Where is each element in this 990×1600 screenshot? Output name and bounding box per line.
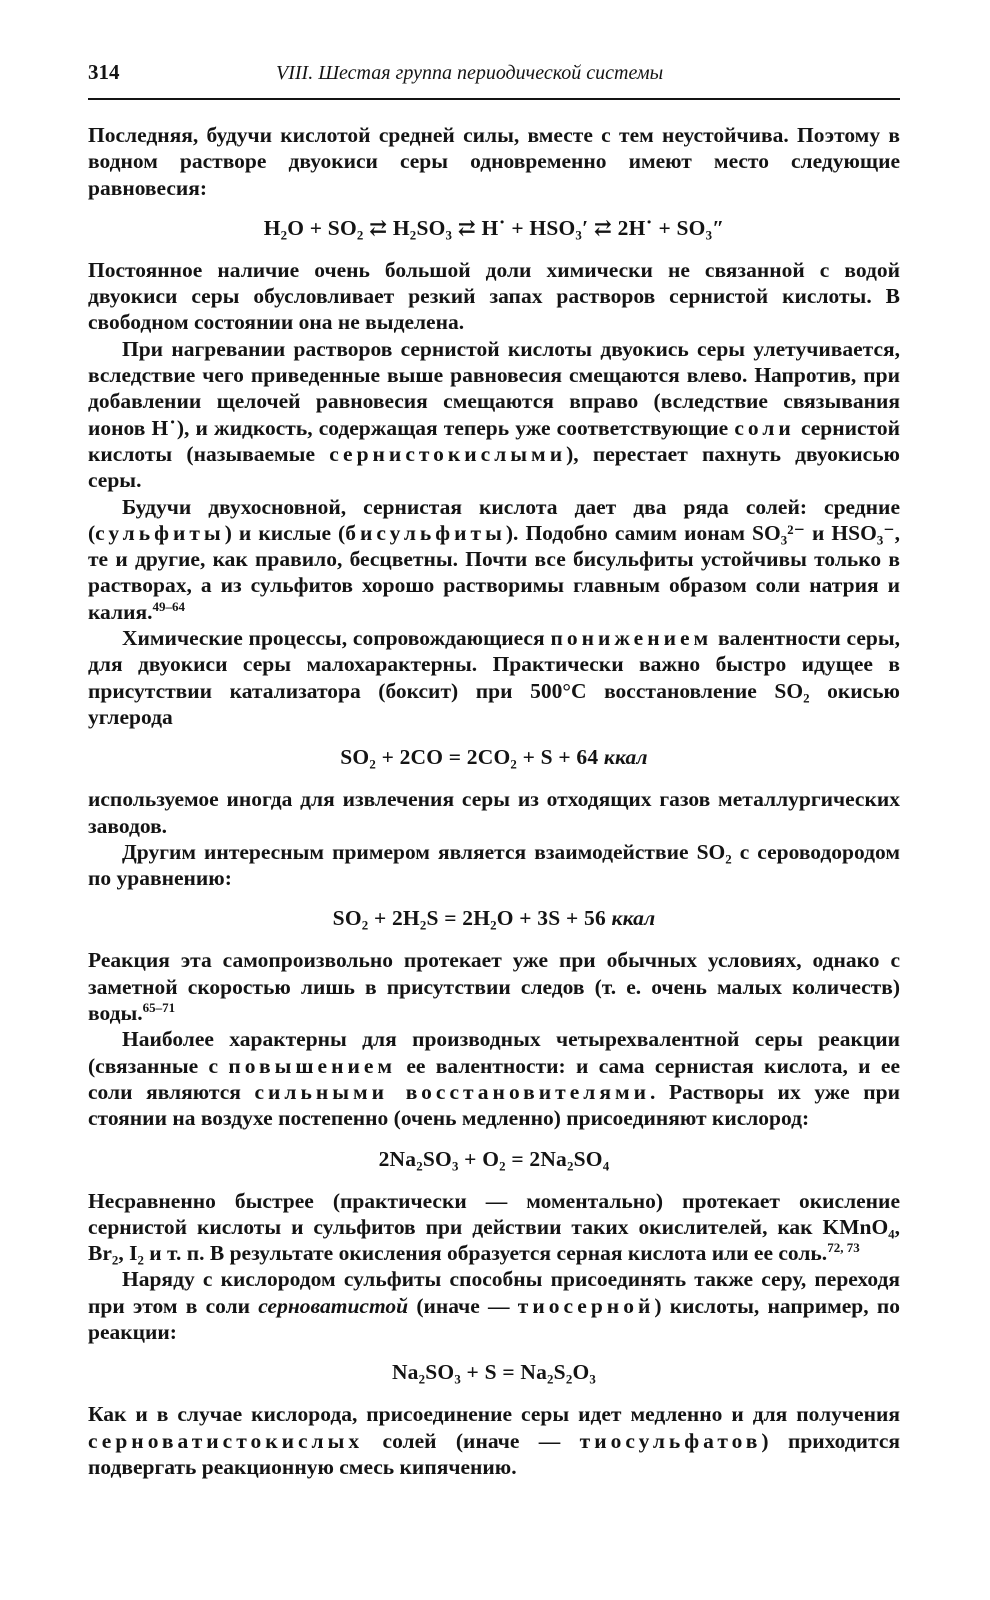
text-run: ). Подобно самим ионам SO₃²⁻ и HSO₃⁻, те и другие, как правило, бесцветны. Почти все бисульфиты устойчивы только в растворах, а из сульфитов хорошо растворимы главным образом соли натрия и калия.	[88, 520, 900, 624]
running-title: VIII. Шестая группа периодической системы	[276, 62, 664, 84]
emphasis: соли	[734, 415, 795, 440]
text-run: . Растворы их уже при стоянии на воздухе постепенно (очень медленно) присоединяют кислород:	[88, 1079, 900, 1131]
text-run: Будучи двухосновной, сернистая кислота дает два ряда солей: средние (	[88, 494, 900, 545]
equation-equilibria: H₂O + SO₂ ⇄ H₂SO₃ ⇄ H˙ + HSO₃′ ⇄ 2H˙ + SO₃″	[263, 215, 725, 240]
emphasis: тиосульфатов	[579, 1428, 762, 1453]
paragraph-8	[88, 947, 900, 1026]
italic-term: серноватистой	[258, 1293, 409, 1318]
text-run: Как и в случае кислорода, присоединение серы идет медленно и для получения	[88, 1402, 900, 1427]
paragraph-1: Последняя, будучи кислотой средней силы, вместе с тем неустойчива. Поэтому в водном растворе двуокиси серы одновременно имеют место следующие равновесия:	[88, 123, 900, 200]
text-run: ) и кислые (	[224, 520, 346, 545]
footnote-ref: 49–64	[152, 598, 185, 614]
paragraph-9	[88, 1026, 900, 1131]
text-run: Наиболее характерны для производных четырехвалентной серы реакции (связанные с	[88, 1027, 900, 1078]
footnote-ref: 65–71	[142, 1000, 176, 1016]
paragraph-7: Другим интересным примером является взаимодействие SO₂ с сероводородом по уравнению:	[88, 839, 900, 891]
text-run: ), перестает пахнуть двуокисью серы.	[88, 441, 900, 493]
equation-so2-h2s	[88, 905, 900, 931]
footnote-ref: 72, 73	[827, 1240, 860, 1256]
emphasis: повышением	[228, 1053, 397, 1078]
paragraph-6: используемое иногда для извлечения серы из отходящих газов металлургических заводов.	[88, 787, 900, 838]
emphasis: сульфиты	[95, 520, 225, 545]
text-run: ее валентности: и сама сернистая кислота, и ее соли являются	[88, 1053, 900, 1104]
text-run: валентности серы, для двуокиси серы малохарактерны. Практически важно быстро идущее в присутствии катализатора (боксит) при 500°С восстановление SO₂ окисью углерода	[88, 626, 901, 729]
text-run: При нагревании растворов сернистой кислоты двуокись серы улетучивается, вследствие чего приведенные выше равновесия смещаются влево. Напротив, при добавлении щелочей равновесия смещаются вправо (вследствие связывания ионов H˙), и жидкость, содержащая теперь уже соответствующие	[88, 336, 900, 440]
equation-na2so3-s: Na₂SO₃ + S = Na₂S₂O₃	[391, 1360, 597, 1385]
emphasis: сильными восстановителями	[254, 1079, 650, 1104]
paragraph-4	[88, 494, 900, 625]
equation-na2so3-o2: 2Na₂SO₃ + O₂ = 2Na₂SO₄	[378, 1146, 610, 1171]
equation-text: SO₂ + 2H₂S = 2H₂O + 3S + 56	[332, 906, 606, 931]
paragraph-12	[88, 1401, 900, 1480]
emphasis: серноватистокислых	[88, 1428, 364, 1453]
page-header	[88, 60, 900, 100]
emphasis: тиосерной	[517, 1293, 655, 1318]
text-run: ) кислоты, например, по реакции:	[88, 1293, 900, 1344]
text-run: сернистой кислоты (называемые	[88, 415, 900, 466]
equation-so2-co	[88, 744, 900, 770]
text-run: Реакция эта самопроизвольно протекает уже при обычных условиях, однако с заметной скоростью лишь в присутствии следов (т. е. очень малых количеств) воды.	[88, 948, 900, 1026]
paragraph-11	[88, 1266, 900, 1345]
paragraph-3	[88, 336, 900, 494]
paragraph-2: Постоянное наличие очень большой доли химически не связанной с водой двуокиси серы обусловливает резкий запах растворов сернистой кислоты. В свободном состоянии она не выделена.	[88, 257, 900, 335]
text-run: Наряду с кислородом сульфиты способны присоединять также серу, переходя при этом в соли	[88, 1267, 900, 1318]
paragraph-10	[88, 1188, 900, 1267]
text-run: ) приходится подвергать реакционную смесь кипячению.	[88, 1428, 901, 1479]
page-body	[88, 122, 900, 1480]
text-run: Несравненно быстрее (практически — моментально) протекает окисление сернистой кислоты и сульфитов при действии таких окислителей, как KMnO₄, Br₂, I₂ и т. п. В результате окисления образуется серная кислота или ее соль.	[88, 1188, 900, 1266]
text-run: Химические процессы, сопровождающиеся	[122, 626, 551, 651]
page-number: 314	[88, 60, 120, 84]
emphasis: бисульфиты	[345, 520, 506, 545]
equation-text: SO₂ + 2CO = 2CO₂ + S + 64	[340, 745, 599, 770]
emphasis: сернистокислыми	[329, 441, 567, 466]
equation-unit: ккал	[611, 906, 656, 931]
text-run: (иначе —	[408, 1293, 518, 1318]
text-run: солей (иначе —	[363, 1428, 580, 1453]
emphasis: понижением	[550, 626, 713, 651]
equation-unit: ккал	[603, 745, 648, 770]
book-page	[88, 60, 900, 1480]
paragraph-5	[88, 625, 900, 730]
